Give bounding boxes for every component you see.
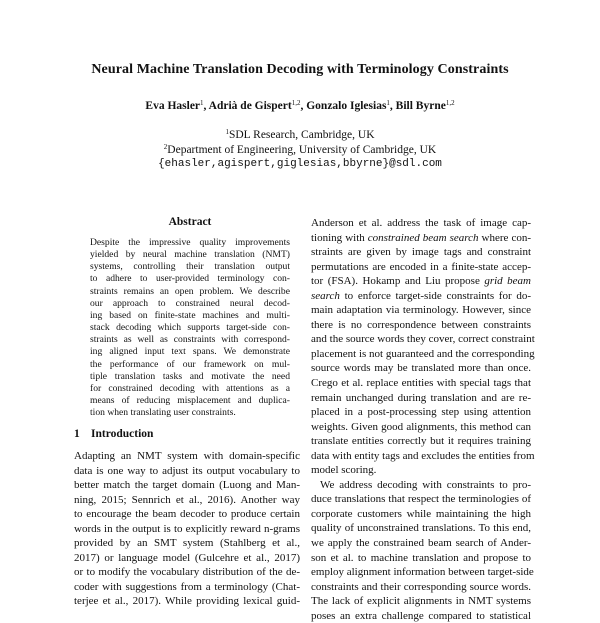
text-line: our approach to constrained neural decod- — [90, 297, 290, 309]
text-line: data with entity tags and excludes the entities from — [311, 449, 535, 462]
author-list — [0, 99, 600, 112]
text-line: words in the output is to explicitly reward n-grams — [74, 522, 300, 535]
text-line: source words may be translated more than once. — [311, 362, 531, 375]
text-line: yielded by neural machine translation (NMT) — [90, 249, 290, 261]
text-line: and the source words they cover, correct constraint — [311, 333, 535, 346]
text-line: constraints and their corresponding source words. — [311, 580, 531, 593]
text-line: quality of unconstrained translations. To this end, — [311, 522, 531, 535]
text-line: We address decoding with constraints to pro- — [320, 478, 531, 491]
text-line: systems, controlling their translation output — [90, 261, 290, 273]
text-line: ing based on finite-state machines and multi- — [90, 309, 290, 321]
text-line: search to enforce target-side constraints for do- — [311, 289, 531, 302]
text-line: The lack of explicit alignments in NMT systems — [311, 595, 531, 608]
text-line: Anderson et al. address the task of image cap- — [311, 217, 531, 229]
text-line: 2017) or language model (Gulcehre et al., 2017) — [74, 551, 300, 564]
affiliation-2: $^2$Department of Engineering, University of Cambridge, UK — [163, 143, 437, 156]
right-column-text — [311, 216, 535, 623]
text-line: coder with suggestions from a terminology (Chat- — [74, 580, 300, 593]
text-line: straints are given by image tags and constraint — [311, 246, 531, 259]
text-line: tiple translation tasks and motivate the need — [90, 370, 290, 382]
text-line: ning, 2015; Sennrich et al., 2016). Another way — [74, 493, 300, 506]
author: Bill Byrne$^{1,2}$ — [395, 99, 455, 112]
text-line: tion when translating user constraints. — [90, 407, 236, 419]
section-heading: 1 Introduction — [74, 428, 154, 440]
text-line: Despite the impressive quality improvements — [90, 237, 290, 248]
text-line: Crego et al. replace entities with special tags that — [311, 377, 531, 390]
text-line: provided by an SMT system (Stahlberg et al., — [74, 537, 300, 550]
text-line: to encourage the beam decoder to produce certain — [74, 508, 300, 521]
author: Gonzalo Iglesias$^1$, — [306, 99, 396, 112]
abstract-heading: Abstract — [168, 216, 212, 228]
text-line: Adapting an NMT system with domain-specific — [74, 450, 300, 462]
text-line: son et al. to machine translation and propose to — [311, 551, 531, 564]
text-line: weights. Given good alignments, this method can — [311, 420, 531, 433]
text-line: placed in a post-processing step using attention — [311, 406, 531, 419]
left-column-text — [74, 449, 300, 609]
text-line: for constrained decoding with attentions as a — [90, 382, 290, 394]
text-line: remain unchanged during translation and are re- — [311, 391, 531, 404]
author-emails: {ehasler,agispert,giglesias,bbyrne}@sdl.com — [158, 158, 442, 170]
text-line: means of reducing misplacement and duplica- — [90, 395, 290, 407]
text-line: straints remains an open problem. We describe — [90, 285, 290, 297]
text-line: tioning with constrained beam search where con- — [311, 231, 532, 244]
text-line: placement is not guaranteed and the corresponding — [311, 347, 535, 360]
text-line: permutations are encoded in a finite-state accep- — [311, 260, 531, 273]
text-line: to adhere to user-provided terminology con- — [90, 273, 290, 285]
text-line: the performance of our framework on mul- — [90, 358, 290, 370]
paper-title: Neural Machine Translation Decoding with Terminology Constraints — [91, 62, 509, 77]
text-line: employ alignment information between target-side — [311, 566, 534, 579]
text-line: we apply the constrained beam search of Ander- — [311, 537, 531, 550]
text-line: stack decoding which supports target-side con- — [90, 322, 290, 334]
author: Eva Hasler$^1$, — [145, 99, 209, 112]
text-line: terjee et al., 2017). While providing lexical guid- — [74, 595, 300, 608]
text-line: ing aligned input text spans. We demonstrate — [90, 346, 290, 358]
text-line: better match the target domain (Luong and Man- — [74, 479, 300, 492]
text-line: or to modify the vocabulary distribution of the de- — [74, 566, 300, 579]
text-line: corporate customers while maintaining the high — [311, 507, 531, 520]
text-line: main adaptation via terminology. However, since — [311, 304, 531, 317]
text-line: translate entities correctly but it requires training — [311, 435, 531, 448]
text-line: poses an extra challenge compared to statistical — [311, 609, 531, 622]
text-line: model scoring. — [311, 464, 377, 477]
affiliation-1: $^1$SDL Research, Cambridge, UK — [225, 128, 375, 141]
text-line: straints as well as constraints with correspond- — [90, 334, 290, 346]
abstract-body — [90, 237, 290, 419]
text-line: there is no correspondence between constraints — [311, 318, 531, 331]
author: Adrià de Gispert$^{1,2}$, — [208, 99, 307, 112]
text-line: tor (FSA). Hokamp and Liu propose grid beam — [311, 275, 531, 288]
text-line: data is one way to adjust its output vocabulary to — [74, 464, 300, 477]
text-line: duce translations that respect the terminologies of — [311, 493, 531, 506]
